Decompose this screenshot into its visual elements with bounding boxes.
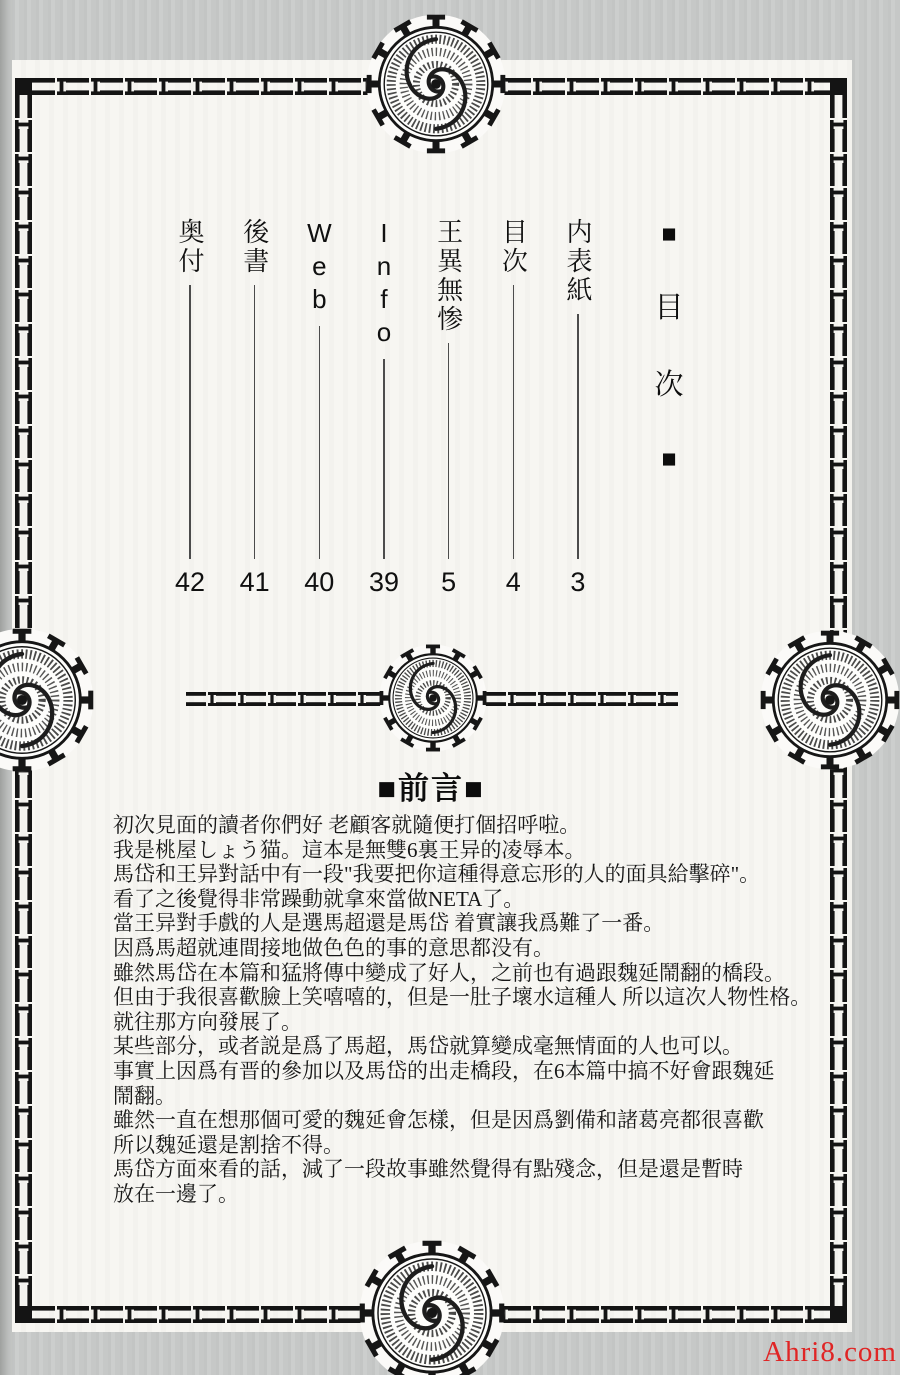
preface-line: 馬岱和王异對話中有一段"我要把你這種得意忘形的人的面具給擊碎"。: [113, 862, 761, 887]
toc-entry-contents: [481, 218, 545, 598]
border-corner-top-left: [15, 78, 32, 95]
toc-entry-main-story: [417, 218, 481, 598]
border-corner-top-right: [830, 78, 847, 95]
preface-line: 雖然一直在想那個可愛的魏延會怎樣，但是因爲劉備和諸葛亮都很喜歡: [113, 1108, 764, 1133]
toc-section-header: [650, 222, 688, 472]
preface-line: 放在一邊了。: [113, 1181, 239, 1206]
phoenix-medallion-top: [366, 14, 506, 154]
toc-entry-label: 奥付: [175, 218, 206, 276]
toc-leader-line: [383, 359, 385, 559]
toc-entry-page: 42: [174, 567, 206, 597]
preface-line: 我是桃屋しょう猫。這本是無雙6裏王异的凌辱本。: [113, 837, 586, 862]
toc-entry-cover: [546, 218, 610, 598]
toc-entry-label: Info: [369, 218, 399, 350]
toc-leader-line: [254, 285, 256, 559]
toc-entry-label: Web: [304, 218, 335, 317]
toc-leader-line: [189, 285, 191, 559]
toc-entry-label: 目次: [498, 218, 529, 276]
header-square-top: ■: [661, 220, 677, 248]
preface-line: 鬧翻。: [113, 1083, 176, 1108]
toc-entry-label: 王異無惨: [433, 218, 464, 334]
header-char-2: 次: [654, 368, 684, 401]
preface-line: 就往那方向發展了。: [113, 1009, 302, 1034]
preface-line: 初次見面的讀者你們好 老顧客就隨便打個招呼啦。: [113, 813, 581, 837]
table-of-contents: [158, 218, 610, 598]
header-char-1: 目: [654, 292, 684, 325]
phoenix-medallion-left: [0, 628, 94, 772]
toc-entry-page: 40: [304, 567, 335, 597]
phoenix-medallion-bottom: [359, 1240, 505, 1375]
phoenix-medallion-divider: [379, 644, 487, 752]
toc-entry-page: 5: [441, 567, 457, 597]
border-corner-bottom-right: [830, 1306, 847, 1323]
toc-entry-label: 後書: [239, 218, 270, 276]
preface-line: 因爲馬超就連間接地做色色的事的意思都没有。: [113, 935, 554, 960]
toc-leader-line: [577, 314, 579, 559]
toc-entry-colophon: [158, 218, 222, 598]
toc-entry-web: [287, 218, 351, 598]
preface-line: 但由于我很喜歡臉上笑嘻嘻的，但是一肚子壞水這種人 所以這次人物性格。: [113, 985, 812, 1010]
border-corner-bottom-left: [15, 1306, 32, 1323]
header-square-bottom: ■: [661, 444, 677, 473]
toc-entry-label: 内表紙: [562, 218, 593, 305]
toc-entry-info: [352, 218, 416, 598]
preface-line: 馬岱方面來看的話，減了一段故事雖然覺得有點殘念，但是還是暫時: [113, 1157, 743, 1182]
preface-line: 所以魏延還是割捨不得。: [113, 1132, 344, 1157]
preface-heading: ■前言■: [377, 771, 485, 806]
preface-line: 雖然馬岱在本篇和猛將傳中變成了好人，之前也有過跟魏延鬧翻的橋段。: [113, 960, 785, 985]
preface-line: 事實上因爲有晋的參加以及馬岱的出走橋段，在6本篇中搞不好會跟魏延: [113, 1058, 775, 1083]
preface-text: [113, 813, 855, 1207]
preface-line: 當王异對手戲的人是選馬超還是馬岱 着實讓我爲難了一番。: [113, 911, 665, 936]
toc-leader-line: [448, 343, 450, 559]
phoenix-medallion-right: [760, 630, 900, 770]
toc-entry-page: 41: [239, 567, 270, 597]
toc-leader-line: [513, 285, 515, 559]
toc-entry-page: 3: [570, 567, 586, 597]
preface-line: 看了之後覺得非常躁動就拿來當做NETA了。: [113, 886, 525, 911]
toc-entry-page: 39: [368, 567, 399, 597]
preface-line: 某些部分，或者説是爲了馬超，馬岱就算變成毫無情面的人也可以。: [113, 1034, 743, 1059]
site-watermark: Ahri8.com: [763, 1336, 897, 1368]
toc-leader-line: [319, 326, 321, 559]
toc-entry-afterword: [223, 218, 287, 598]
toc-entry-page: 4: [505, 567, 521, 597]
